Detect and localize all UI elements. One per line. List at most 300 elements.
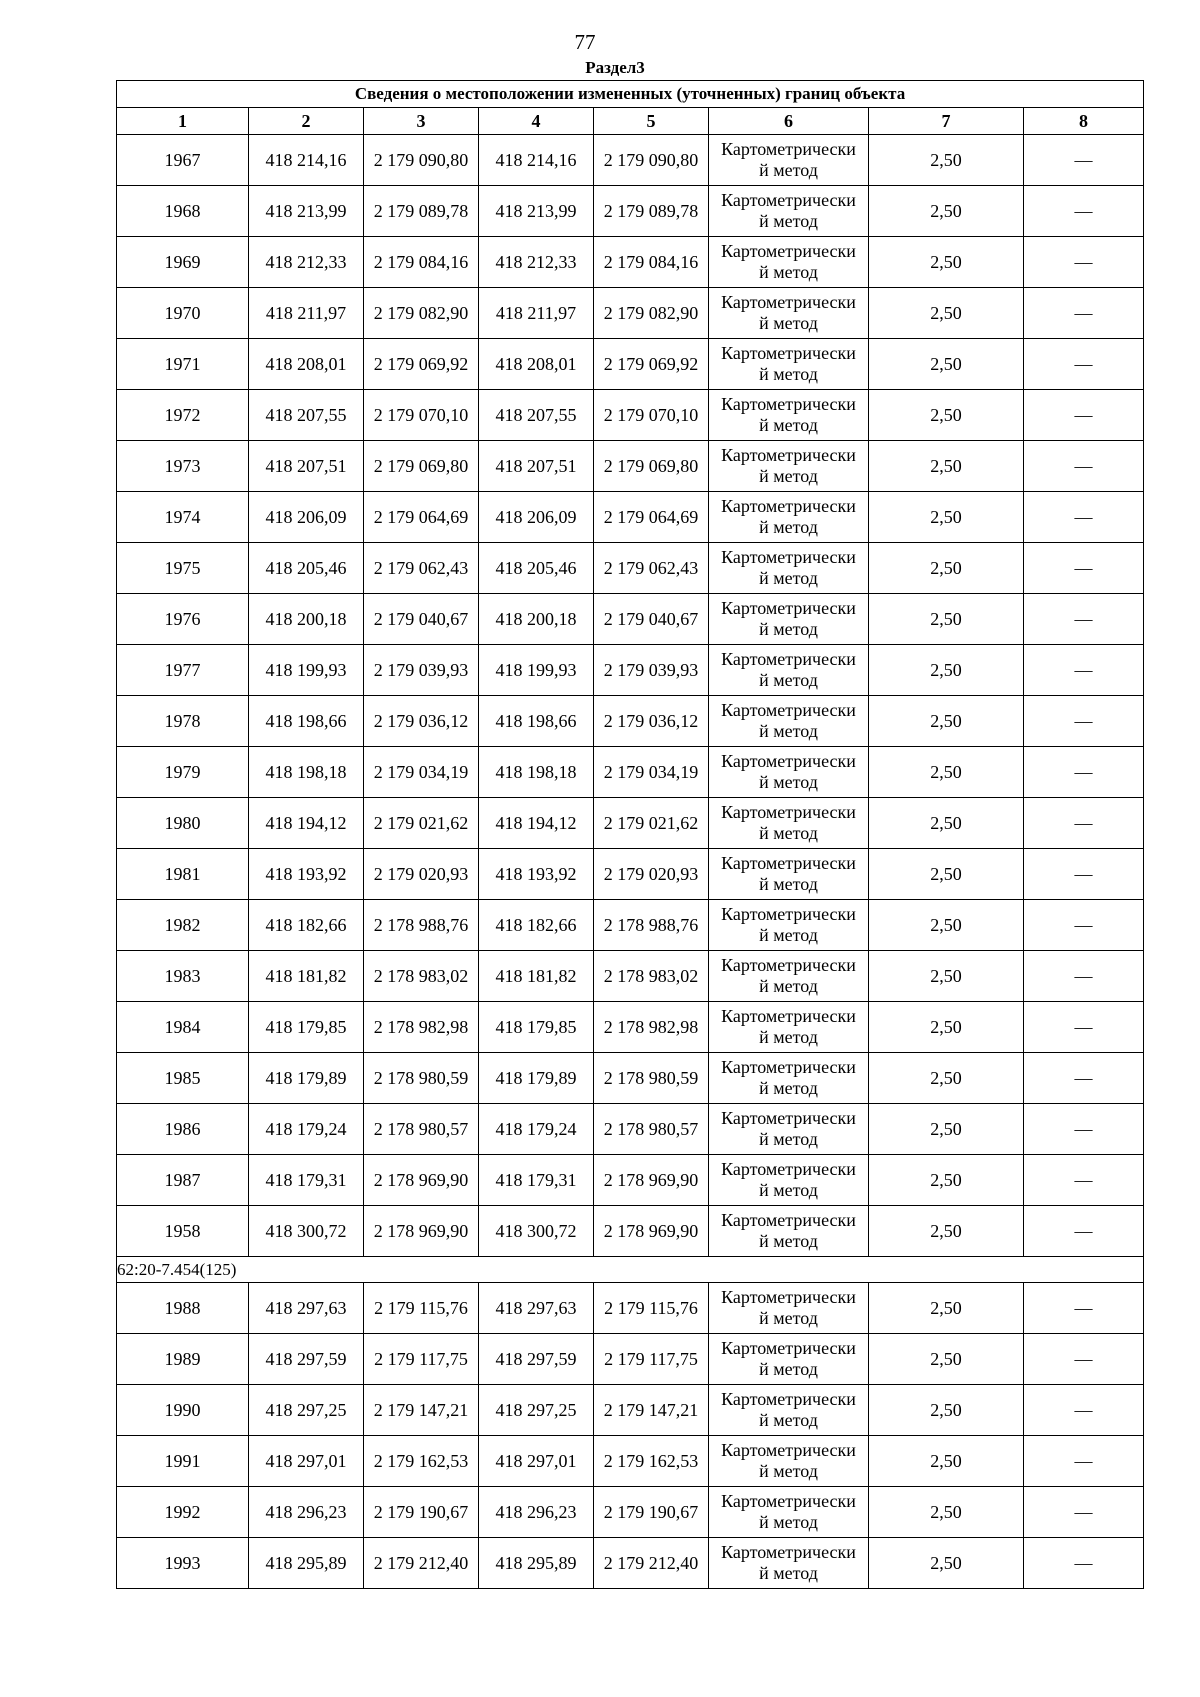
point-number: 1972 <box>117 390 249 441</box>
method-cell <box>709 492 869 543</box>
method-line-1: Картометрически <box>721 1389 856 1409</box>
coord-y-old: 2 179 117,75 <box>364 1334 479 1385</box>
point-number: 1973 <box>117 441 249 492</box>
coord-y-old: 2 178 980,59 <box>364 1053 479 1104</box>
coord-x-old: 418 297,25 <box>249 1385 364 1436</box>
point-number: 1975 <box>117 543 249 594</box>
point-number: 1971 <box>117 339 249 390</box>
coord-x-new: 418 212,33 <box>479 237 594 288</box>
table-row <box>117 1538 1144 1589</box>
coord-y-old: 2 179 040,67 <box>364 594 479 645</box>
coord-y-old: 2 179 021,62 <box>364 798 479 849</box>
precision-cell: 2,50 <box>869 951 1024 1002</box>
coord-y-new: 2 179 162,53 <box>594 1436 709 1487</box>
coord-x-new: 418 214,16 <box>479 135 594 186</box>
method-line-2: й метод <box>759 262 818 282</box>
precision-cell: 2,50 <box>869 1104 1024 1155</box>
coord-y-new: 2 179 034,19 <box>594 747 709 798</box>
method-line-1: Картометрически <box>721 139 856 159</box>
precision-cell: 2,50 <box>869 186 1024 237</box>
table-row <box>117 288 1144 339</box>
precision-cell: 2,50 <box>869 900 1024 951</box>
coord-y-new: 2 179 082,90 <box>594 288 709 339</box>
coord-x-new: 418 198,66 <box>479 696 594 747</box>
description-cell: — <box>1024 186 1144 237</box>
group-label: 62:20-7.454(125) <box>117 1257 1144 1283</box>
coord-x-old: 418 179,24 <box>249 1104 364 1155</box>
coord-y-old: 2 179 084,16 <box>364 237 479 288</box>
table-row <box>117 492 1144 543</box>
point-number: 1990 <box>117 1385 249 1436</box>
coord-y-old: 2 179 147,21 <box>364 1385 479 1436</box>
table-row <box>117 390 1144 441</box>
method-line-1: Картометрически <box>721 292 856 312</box>
coord-y-new: 2 179 089,78 <box>594 186 709 237</box>
precision-cell: 2,50 <box>869 339 1024 390</box>
method-line-2: й метод <box>759 670 818 690</box>
coord-y-new: 2 179 212,40 <box>594 1538 709 1589</box>
method-cell <box>709 1334 869 1385</box>
coord-y-old: 2 179 070,10 <box>364 390 479 441</box>
description-cell: — <box>1024 1104 1144 1155</box>
description-cell: — <box>1024 237 1144 288</box>
coord-x-old: 418 211,97 <box>249 288 364 339</box>
method-line-2: й метод <box>759 313 818 333</box>
precision-cell: 2,50 <box>869 1538 1024 1589</box>
coord-x-old: 418 198,66 <box>249 696 364 747</box>
point-number: 1993 <box>117 1538 249 1589</box>
description-cell: — <box>1024 1436 1144 1487</box>
table-title: Сведения о местоположении измененных (уточненных) границ объекта <box>117 81 1144 108</box>
method-line-1: Картометрически <box>721 904 856 924</box>
coord-y-old: 2 178 969,90 <box>364 1206 479 1257</box>
table-row <box>117 1002 1144 1053</box>
column-header-5: 5 <box>594 108 709 135</box>
coord-x-old: 418 297,01 <box>249 1436 364 1487</box>
method-cell <box>709 645 869 696</box>
method-line-1: Картометрически <box>721 1159 856 1179</box>
precision-cell: 2,50 <box>869 543 1024 594</box>
coord-x-new: 418 206,09 <box>479 492 594 543</box>
precision-cell: 2,50 <box>869 1436 1024 1487</box>
precision-cell: 2,50 <box>869 288 1024 339</box>
method-cell <box>709 951 869 1002</box>
precision-cell: 2,50 <box>869 798 1024 849</box>
method-line-1: Картометрически <box>721 751 856 771</box>
description-cell: — <box>1024 594 1144 645</box>
coord-x-old: 418 182,66 <box>249 900 364 951</box>
coord-y-new: 2 179 090,80 <box>594 135 709 186</box>
coord-y-new: 2 179 147,21 <box>594 1385 709 1436</box>
coord-x-old: 418 295,89 <box>249 1538 364 1589</box>
coord-x-new: 418 199,93 <box>479 645 594 696</box>
table-row <box>117 441 1144 492</box>
description-cell: — <box>1024 1206 1144 1257</box>
coord-x-old: 418 179,31 <box>249 1155 364 1206</box>
point-number: 1974 <box>117 492 249 543</box>
point-number: 1977 <box>117 645 249 696</box>
description-cell: — <box>1024 543 1144 594</box>
precision-cell: 2,50 <box>869 594 1024 645</box>
description-cell: — <box>1024 288 1144 339</box>
coord-x-old: 418 297,59 <box>249 1334 364 1385</box>
method-line-1: Картометрически <box>721 241 856 261</box>
description-cell: — <box>1024 1155 1144 1206</box>
table-row <box>117 1385 1144 1436</box>
coord-y-old: 2 179 062,43 <box>364 543 479 594</box>
table-row <box>117 1487 1144 1538</box>
method-line-2: й метод <box>759 415 818 435</box>
table-row <box>117 1053 1144 1104</box>
table-row <box>117 849 1144 900</box>
coord-y-new: 2 178 980,57 <box>594 1104 709 1155</box>
point-number: 1985 <box>117 1053 249 1104</box>
method-cell <box>709 1436 869 1487</box>
coord-x-old: 418 179,85 <box>249 1002 364 1053</box>
coord-x-new: 418 193,92 <box>479 849 594 900</box>
precision-cell: 2,50 <box>869 1283 1024 1334</box>
table-row <box>117 951 1144 1002</box>
coord-y-old: 2 178 969,90 <box>364 1155 479 1206</box>
precision-cell: 2,50 <box>869 747 1024 798</box>
method-line-1: Картометрически <box>721 1210 856 1230</box>
coord-y-new: 2 178 969,90 <box>594 1206 709 1257</box>
method-cell <box>709 1104 869 1155</box>
coord-x-new: 418 179,85 <box>479 1002 594 1053</box>
method-cell <box>709 186 869 237</box>
point-number: 1958 <box>117 1206 249 1257</box>
method-line-1: Картометрически <box>721 1542 856 1562</box>
coord-x-new: 418 179,89 <box>479 1053 594 1104</box>
column-header-7: 7 <box>869 108 1024 135</box>
precision-cell: 2,50 <box>869 390 1024 441</box>
coord-y-new: 2 178 983,02 <box>594 951 709 1002</box>
table-row <box>117 237 1144 288</box>
method-cell <box>709 543 869 594</box>
table-row <box>117 339 1144 390</box>
method-line-1: Картометрически <box>721 1006 856 1026</box>
coord-x-old: 418 296,23 <box>249 1487 364 1538</box>
method-cell <box>709 1385 869 1436</box>
point-number: 1984 <box>117 1002 249 1053</box>
description-cell: — <box>1024 951 1144 1002</box>
coord-y-old: 2 179 162,53 <box>364 1436 479 1487</box>
description-cell: — <box>1024 1487 1144 1538</box>
precision-cell: 2,50 <box>869 441 1024 492</box>
coord-y-old: 2 179 115,76 <box>364 1283 479 1334</box>
table-row <box>117 747 1144 798</box>
column-header-2: 2 <box>249 108 364 135</box>
coord-x-old: 418 207,55 <box>249 390 364 441</box>
coord-y-new: 2 178 969,90 <box>594 1155 709 1206</box>
coord-y-new: 2 179 064,69 <box>594 492 709 543</box>
coord-y-old: 2 178 980,57 <box>364 1104 479 1155</box>
method-line-2: й метод <box>759 1563 818 1583</box>
coord-y-new: 2 179 021,62 <box>594 798 709 849</box>
method-line-1: Картометрически <box>721 190 856 210</box>
coord-x-old: 418 206,09 <box>249 492 364 543</box>
method-line-1: Картометрически <box>721 700 856 720</box>
coord-x-new: 418 207,51 <box>479 441 594 492</box>
coord-x-old: 418 200,18 <box>249 594 364 645</box>
description-cell: — <box>1024 849 1144 900</box>
coord-x-old: 418 207,51 <box>249 441 364 492</box>
description-cell: — <box>1024 798 1144 849</box>
method-cell <box>709 849 869 900</box>
precision-cell: 2,50 <box>869 1053 1024 1104</box>
method-cell <box>709 1002 869 1053</box>
method-line-2: й метод <box>759 160 818 180</box>
precision-cell: 2,50 <box>869 1487 1024 1538</box>
table-row <box>117 543 1144 594</box>
method-line-2: й метод <box>759 1027 818 1047</box>
method-line-1: Картометрически <box>721 394 856 414</box>
column-header-1: 1 <box>117 108 249 135</box>
method-cell <box>709 1053 869 1104</box>
coord-x-new: 418 296,23 <box>479 1487 594 1538</box>
precision-cell: 2,50 <box>869 1155 1024 1206</box>
method-cell <box>709 237 869 288</box>
coord-y-new: 2 179 062,43 <box>594 543 709 594</box>
point-number: 1986 <box>117 1104 249 1155</box>
precision-cell: 2,50 <box>869 696 1024 747</box>
coord-x-old: 418 300,72 <box>249 1206 364 1257</box>
method-line-2: й метод <box>759 874 818 894</box>
coord-x-new: 418 213,99 <box>479 186 594 237</box>
coord-x-new: 418 297,25 <box>479 1385 594 1436</box>
table-row <box>117 696 1144 747</box>
coord-x-old: 418 212,33 <box>249 237 364 288</box>
description-cell: — <box>1024 1334 1144 1385</box>
coord-x-new: 418 179,24 <box>479 1104 594 1155</box>
table-row <box>117 900 1144 951</box>
coord-y-old: 2 178 982,98 <box>364 1002 479 1053</box>
method-line-1: Картометрически <box>721 1108 856 1128</box>
precision-cell: 2,50 <box>869 237 1024 288</box>
table-row <box>117 1155 1144 1206</box>
point-number: 1968 <box>117 186 249 237</box>
table-row <box>117 645 1144 696</box>
method-line-1: Картометрически <box>721 1057 856 1077</box>
method-cell <box>709 1283 869 1334</box>
description-cell: — <box>1024 441 1144 492</box>
coord-x-old: 418 213,99 <box>249 186 364 237</box>
coord-y-old: 2 179 190,67 <box>364 1487 479 1538</box>
coord-x-new: 418 208,01 <box>479 339 594 390</box>
method-line-2: й метод <box>759 772 818 792</box>
coord-x-new: 418 200,18 <box>479 594 594 645</box>
method-cell <box>709 696 869 747</box>
coord-x-new: 418 207,55 <box>479 390 594 441</box>
method-cell <box>709 1206 869 1257</box>
point-number: 1969 <box>117 237 249 288</box>
column-header-4: 4 <box>479 108 594 135</box>
method-line-2: й метод <box>759 619 818 639</box>
coord-y-old: 2 178 988,76 <box>364 900 479 951</box>
coord-x-new: 418 211,97 <box>479 288 594 339</box>
coord-x-old: 418 208,01 <box>249 339 364 390</box>
precision-cell: 2,50 <box>869 1206 1024 1257</box>
point-number: 1989 <box>117 1334 249 1385</box>
table-row <box>117 135 1144 186</box>
method-line-2: й метод <box>759 211 818 231</box>
coord-x-old: 418 194,12 <box>249 798 364 849</box>
coord-x-new: 418 194,12 <box>479 798 594 849</box>
coord-y-old: 2 179 064,69 <box>364 492 479 543</box>
precision-cell: 2,50 <box>869 849 1024 900</box>
method-line-2: й метод <box>759 1231 818 1251</box>
coord-x-new: 418 295,89 <box>479 1538 594 1589</box>
table-row <box>117 594 1144 645</box>
coord-x-old: 418 198,18 <box>249 747 364 798</box>
method-cell <box>709 339 869 390</box>
coord-x-old: 418 199,93 <box>249 645 364 696</box>
coord-y-new: 2 179 070,10 <box>594 390 709 441</box>
page-number: 77 <box>574 30 596 54</box>
method-line-1: Картометрически <box>721 1287 856 1307</box>
description-cell: — <box>1024 1538 1144 1589</box>
method-cell <box>709 798 869 849</box>
method-line-2: й метод <box>759 568 818 588</box>
method-line-1: Картометрически <box>721 1338 856 1358</box>
coord-x-new: 418 205,46 <box>479 543 594 594</box>
coord-y-new: 2 179 039,93 <box>594 645 709 696</box>
method-line-1: Картометрически <box>721 445 856 465</box>
description-cell: — <box>1024 747 1144 798</box>
description-cell: — <box>1024 1053 1144 1104</box>
point-number: 1981 <box>117 849 249 900</box>
method-line-1: Картометрически <box>721 1491 856 1511</box>
point-number: 1967 <box>117 135 249 186</box>
coord-y-old: 2 179 069,92 <box>364 339 479 390</box>
description-cell: — <box>1024 1002 1144 1053</box>
method-line-1: Картометрически <box>721 1440 856 1460</box>
coord-y-new: 2 178 980,59 <box>594 1053 709 1104</box>
method-line-1: Картометрически <box>721 547 856 567</box>
point-number: 1991 <box>117 1436 249 1487</box>
method-line-2: й метод <box>759 976 818 996</box>
coord-y-old: 2 179 082,90 <box>364 288 479 339</box>
coord-y-new: 2 179 084,16 <box>594 237 709 288</box>
method-line-2: й метод <box>759 1078 818 1098</box>
point-number: 1979 <box>117 747 249 798</box>
column-header-6: 6 <box>709 108 869 135</box>
coord-y-old: 2 179 039,93 <box>364 645 479 696</box>
coord-x-new: 418 198,18 <box>479 747 594 798</box>
method-line-2: й метод <box>759 1410 818 1430</box>
coord-y-new: 2 179 115,76 <box>594 1283 709 1334</box>
coord-y-old: 2 179 090,80 <box>364 135 479 186</box>
table-row <box>117 1334 1144 1385</box>
coord-x-new: 418 182,66 <box>479 900 594 951</box>
coord-x-new: 418 297,59 <box>479 1334 594 1385</box>
table-row <box>117 1283 1144 1334</box>
method-cell <box>709 594 869 645</box>
method-cell <box>709 441 869 492</box>
precision-cell: 2,50 <box>869 1334 1024 1385</box>
coord-y-new: 2 179 069,80 <box>594 441 709 492</box>
coord-x-new: 418 297,01 <box>479 1436 594 1487</box>
method-cell <box>709 390 869 441</box>
coord-y-new: 2 179 040,67 <box>594 594 709 645</box>
section-title: Раздел3 <box>585 58 645 77</box>
method-line-2: й метод <box>759 1180 818 1200</box>
column-header-3: 3 <box>364 108 479 135</box>
coord-y-new: 2 179 020,93 <box>594 849 709 900</box>
coord-x-new: 418 181,82 <box>479 951 594 1002</box>
table-row <box>117 1104 1144 1155</box>
coord-x-old: 418 193,92 <box>249 849 364 900</box>
coord-y-old: 2 179 036,12 <box>364 696 479 747</box>
description-cell: — <box>1024 1283 1144 1334</box>
method-cell <box>709 747 869 798</box>
method-line-2: й метод <box>759 1308 818 1328</box>
coord-y-new: 2 178 988,76 <box>594 900 709 951</box>
coord-x-new: 418 297,63 <box>479 1283 594 1334</box>
point-number: 1983 <box>117 951 249 1002</box>
method-line-1: Картометрически <box>721 649 856 669</box>
description-cell: — <box>1024 645 1144 696</box>
method-cell <box>709 1487 869 1538</box>
point-number: 1970 <box>117 288 249 339</box>
point-number: 1978 <box>117 696 249 747</box>
method-line-2: й метод <box>759 517 818 537</box>
coord-y-old: 2 179 034,19 <box>364 747 479 798</box>
coord-x-old: 418 214,16 <box>249 135 364 186</box>
coord-y-new: 2 178 982,98 <box>594 1002 709 1053</box>
point-number: 1987 <box>117 1155 249 1206</box>
coord-y-old: 2 179 212,40 <box>364 1538 479 1589</box>
coordinates-table <box>116 80 1144 1589</box>
method-line-2: й метод <box>759 466 818 486</box>
method-line-1: Картометрически <box>721 955 856 975</box>
method-cell <box>709 288 869 339</box>
precision-cell: 2,50 <box>869 1385 1024 1436</box>
method-line-1: Картометрически <box>721 853 856 873</box>
method-line-1: Картометрически <box>721 343 856 363</box>
coord-x-old: 418 297,63 <box>249 1283 364 1334</box>
method-line-1: Картометрически <box>721 802 856 822</box>
method-line-2: й метод <box>759 1359 818 1379</box>
table-row <box>117 186 1144 237</box>
description-cell: — <box>1024 696 1144 747</box>
coord-y-old: 2 179 089,78 <box>364 186 479 237</box>
description-cell: — <box>1024 492 1144 543</box>
method-cell <box>709 900 869 951</box>
coord-x-new: 418 179,31 <box>479 1155 594 1206</box>
point-number: 1988 <box>117 1283 249 1334</box>
coord-x-new: 418 300,72 <box>479 1206 594 1257</box>
method-cell <box>709 1155 869 1206</box>
precision-cell: 2,50 <box>869 1002 1024 1053</box>
description-cell: — <box>1024 900 1144 951</box>
point-number: 1976 <box>117 594 249 645</box>
point-number: 1980 <box>117 798 249 849</box>
method-cell <box>709 135 869 186</box>
description-cell: — <box>1024 1385 1144 1436</box>
description-cell: — <box>1024 339 1144 390</box>
group-row <box>117 1257 1144 1283</box>
description-cell: — <box>1024 390 1144 441</box>
method-line-2: й метод <box>759 1512 818 1532</box>
method-line-2: й метод <box>759 1129 818 1149</box>
description-cell: — <box>1024 135 1144 186</box>
method-line-2: й метод <box>759 721 818 741</box>
column-header-8: 8 <box>1024 108 1144 135</box>
precision-cell: 2,50 <box>869 645 1024 696</box>
table-row <box>117 1436 1144 1487</box>
coord-x-old: 418 205,46 <box>249 543 364 594</box>
